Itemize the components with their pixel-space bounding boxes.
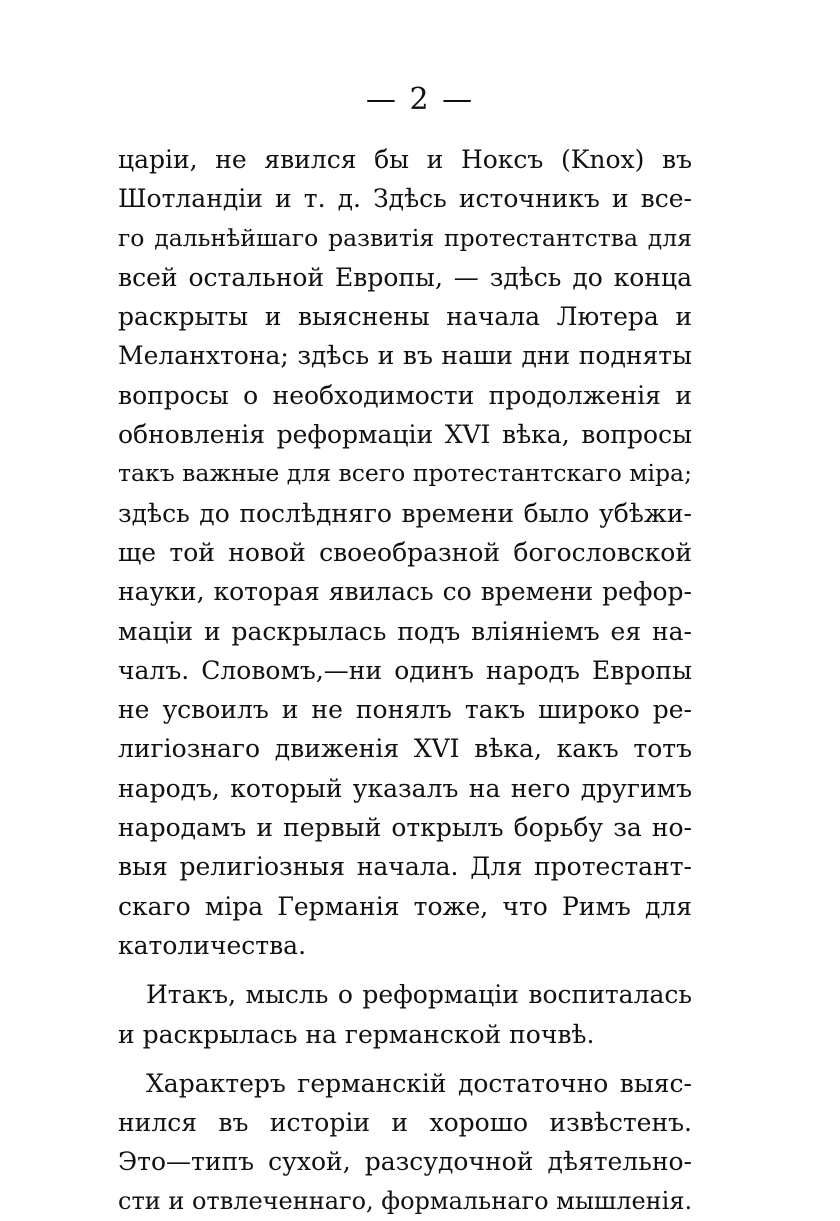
text-line: науки, которая явилась со времени рефор-	[118, 577, 692, 607]
text-line: сти и отвлеченнаго, формальнаго мышленія.	[118, 1186, 692, 1215]
text-line: нился въ исторіи и хорошо извѣстенъ.	[118, 1108, 692, 1138]
text-line: раскрыты и выяснены начала Лютера и	[118, 302, 692, 332]
text-line: народъ, который указалъ на него другимъ	[118, 773, 692, 803]
paragraph-3	[118, 1064, 692, 1221]
text-line: лигіознаго движенія XVI вѣка, какъ тотъ	[118, 734, 692, 764]
text-line: маціи и раскрылась подъ вліяніемъ ея на-	[118, 616, 692, 646]
paragraph-2	[118, 975, 692, 1054]
text-line: царіи, не явился бы и Ноксъ (Knox) въ	[118, 145, 692, 174]
text-line: го дальнѣйшаго развитія протестантства для	[118, 223, 692, 252]
text-line: католичества.	[118, 930, 307, 960]
text-line: не усвоилъ и не понялъ такъ широко ре-	[118, 695, 692, 725]
text-line: чалъ. Словомъ,—ни одинъ народъ Европы	[118, 655, 692, 685]
text-line: выя религіозныя начала. Для протестант-	[118, 852, 692, 882]
text-line: здѣсь до послѣдняго времени было убѣжи-	[118, 498, 692, 528]
text-line: скаго міра Германія тоже, что Римъ для	[118, 891, 692, 921]
text-line: всей остальной Европы, — здѣсь до конца	[118, 262, 692, 292]
text-line: ще той новой своеобразной богословской	[118, 537, 692, 567]
text-line: вопросы о необходимости продолженія и	[118, 380, 692, 410]
text-line: Меланхтона; здѣсь и въ наши дни подняты	[118, 341, 692, 371]
page-number: — 2 —	[365, 82, 475, 117]
body-text	[118, 140, 692, 1221]
text-line: Характеръ германскій достаточно выяс-	[146, 1068, 692, 1098]
text-line: Это—типъ сухой, разсудочной дѣятельно-	[118, 1147, 692, 1177]
text-line: Шотландіи и т. д. Здѣсь источникъ и все-	[118, 184, 692, 214]
text-line: обновленія реформаціи XVI вѣка, вопросы	[118, 420, 692, 450]
text-line: такъ важные для всего протестантскаго міра;	[118, 459, 692, 488]
text-line: народамъ и первый открылъ борьбу за но-	[118, 813, 692, 843]
text-line: Итакъ, мысль о реформаціи воспиталась	[146, 980, 692, 1010]
text-line: и раскрылась на германской почвѣ.	[118, 1019, 595, 1049]
paragraph-1	[118, 140, 692, 965]
